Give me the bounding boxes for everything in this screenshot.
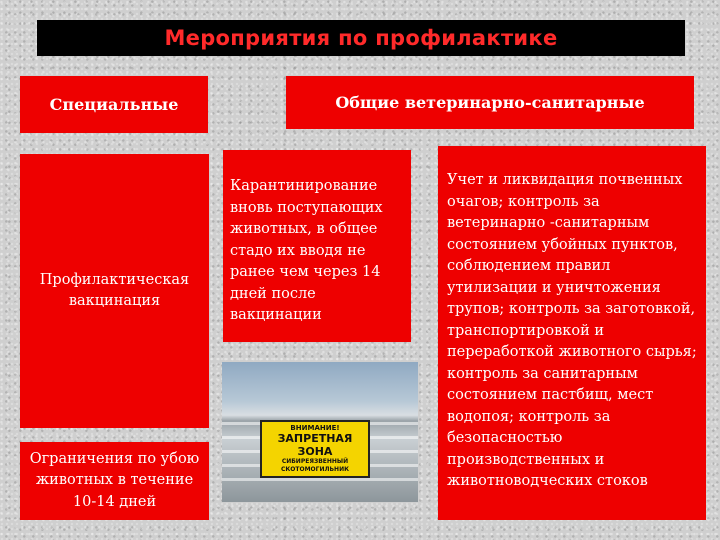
sign-line2: ЗАПРЕТНАЯ ЗОНА [277,432,353,458]
special-heading [20,76,208,133]
sign-line3: СИБИРЕЯЗВЕННЫЙ СКОТОМОГИЛЬНИК [280,458,350,473]
slaughter-restriction-text: Ограничения по убою животных в течение 10-14 дней [29,450,200,510]
quarantine-text: Карантинирование вновь поступающих животных, в общее стадо их вводя не ранее чем через 14 дней после вакцинации [230,178,383,323]
accounting-box [438,146,706,520]
accounting-text: Учет и ликвидация почвенных очагов; контроль за ветеринарно -санитарным состоянием убойных пунктов, соблюдением правил утилизации и уничтожения трупов; контроль за заготовкой, транспортировкой и переработкой животного сырья; контроль за санитарным состоянием пастбищ, мест водопоя; контроль за безопасностью производственных и животноводческих стоков [447,172,697,489]
quarantine-box [223,150,411,342]
sign-line1: ВНИМАНИЕ! [290,424,340,432]
page-title: Мероприятия по профилактике [37,20,685,56]
special-heading-label: Специальные [49,95,179,114]
general-heading-label: Общие ветеринарно-санитарные [335,93,645,112]
vaccination-box [20,154,209,428]
vaccination-text: Профилактическая вакцинация [39,271,190,309]
warning-sign [260,420,370,478]
slaughter-restriction-box [20,442,209,520]
general-heading [286,76,694,129]
quarantine-zone-photo [222,362,418,502]
